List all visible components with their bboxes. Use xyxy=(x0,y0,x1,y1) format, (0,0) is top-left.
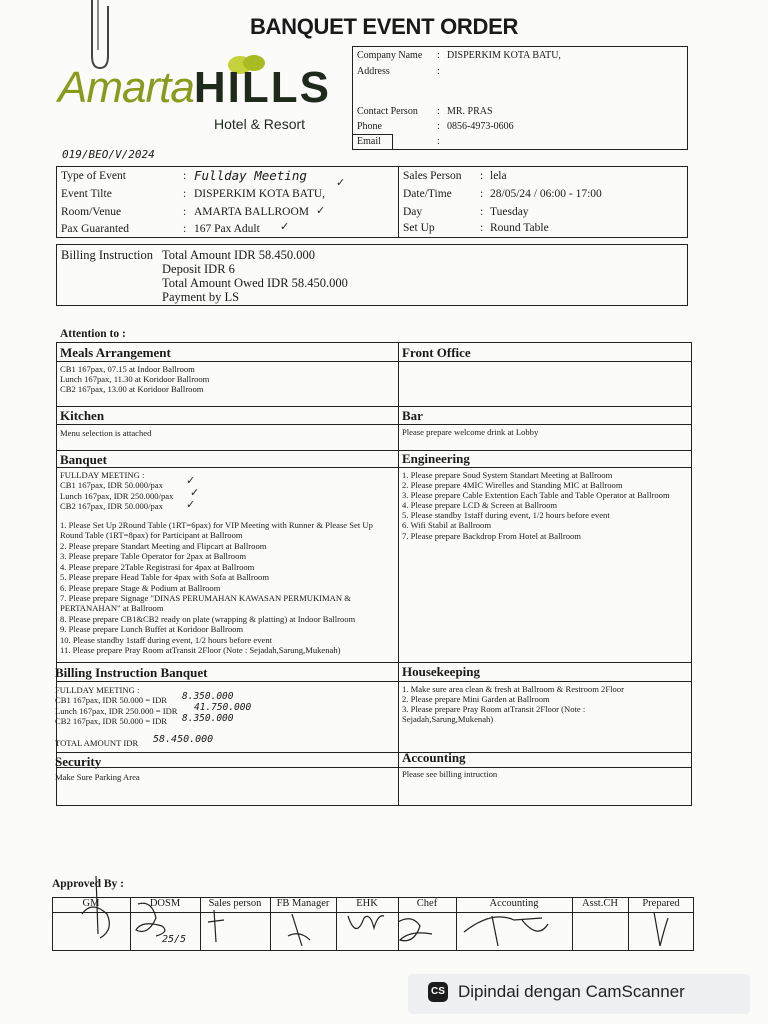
event-title-value: DISPERKIM KOTA BATU, xyxy=(194,188,326,200)
day-label: Day xyxy=(403,206,423,218)
billing-label: Billing Instruction xyxy=(61,248,154,262)
approver-gm: GM xyxy=(82,898,100,909)
check-mark-icon: ✓ xyxy=(280,221,290,233)
logo-name-part2: HILLS xyxy=(193,63,331,112)
housekeeping-line: Sejadah,Sarung,Mukenah) xyxy=(402,714,494,724)
banquet-line: Lunch 167pax, IDR 250.000/pax xyxy=(60,491,174,501)
date-time-value: 28/05/24 / 06:00 - 17:00 xyxy=(490,188,602,200)
banquet-line: 6. Please prepare Stage & Podium at Ballroom xyxy=(60,583,221,593)
front-office-title: Front Office xyxy=(402,345,471,360)
event-details-box xyxy=(56,166,688,238)
approved-by-label: Approved By : xyxy=(52,878,124,890)
meals-line: CB1 167pax, 07.15 at Indoor Ballroom xyxy=(60,364,195,374)
banquet-line: 2. Please prepare Standart Meeting and Flipcart at Ballroom xyxy=(60,541,267,551)
approver-asst-ch: Asst.CH xyxy=(582,898,618,909)
address-label: Address xyxy=(357,66,390,77)
banquet-line: FULLDAY MEETING : xyxy=(60,470,145,480)
banquet-line: 11. Please prepare Pray Room atTransit 2Floor (Note : Sejadah,Sarung,Mukenah) xyxy=(60,645,341,655)
accounting-line: Please see billing intruction xyxy=(402,769,498,779)
billing-banquet-amount: 8.350.000 xyxy=(182,713,234,724)
engineering-line: 5. Please standby 1staff during event, 1/2 hours before event xyxy=(402,510,610,520)
engineering-line: 3. Please prepare Cable Extention Each Table and Table Operator at Ballroom xyxy=(402,490,670,500)
phone-value: 0856-4973-0606 xyxy=(447,121,514,132)
engineering-line: 2. Please prepare 4MIC Wirelles and Standing MIC at Ballroom xyxy=(402,480,623,490)
check-mark-icon: ✓ xyxy=(336,177,346,189)
meals-line: Lunch 167pax, 11.30 at Koridoor Ballroom xyxy=(60,374,210,384)
email-label: Email xyxy=(357,136,381,147)
billing-banquet-line: CB2 167pax, IDR 50.000 = IDR xyxy=(55,716,168,726)
billing-banquet-line: Lunch 167pax, IDR 250.000 = IDR xyxy=(55,706,178,716)
contact-person-label: Contact Person xyxy=(357,106,418,117)
company-info-box xyxy=(352,46,688,150)
check-mark-icon: ✓ xyxy=(316,205,326,217)
banquet-line: 5. Please prepare Head Table for 4pax with Sofa at Ballroom xyxy=(60,572,270,582)
banquet-line: CB2 167pax, IDR 50.000/pax xyxy=(60,501,163,511)
doc-number: 019/BEO/V/2024 xyxy=(62,148,155,161)
housekeeping-line: 2. Please prepare Mini Garden at Ballroom xyxy=(402,694,550,704)
banquet-line: Round Table (1RT=8pax) for Participant at Ballroom xyxy=(60,530,243,540)
banquet-line: 3. Please prepare Table Operator for 2pax at Ballroom xyxy=(60,551,247,561)
total-amount-label: TOTAL AMOUNT IDR xyxy=(55,738,139,748)
room-venue-label: Room/Venue xyxy=(61,206,122,218)
approver-ehk: EHK xyxy=(356,898,378,909)
engineering-line: 7. Please prepare Backdrop From Hotel at Ballroom xyxy=(402,531,581,541)
engineering-line: 6. Wifi Stabil at Ballroom xyxy=(402,520,492,530)
billing-banquet-line: FULLDAY MEETING : xyxy=(55,685,140,695)
security-title: Security xyxy=(55,754,102,769)
company-name-value: DISPERKIM KOTA BATU, xyxy=(447,50,561,61)
banquet-line: 9. Please prepare Lunch Buffet at Koridoor Ballroom xyxy=(60,624,244,634)
billing-payment: Payment by LS xyxy=(162,290,240,304)
day-value: Tuesday xyxy=(490,206,529,218)
check-mark-icon: ✓ xyxy=(190,487,200,499)
banquet-line: 7. Please prepare Signage "DINAS PERUMAHAN KAWASAN PERMUKIMAN & xyxy=(60,593,351,603)
billing-banquet-line: CB1 167pax, IDR 50.000 = IDR xyxy=(55,695,168,705)
document-page: BANQUET EVENT ORDER AmartaHILLS Hotel & Resort Company Name : DISPERKIM KOTA BATU, Address : Contact Person : MR. PRAS Phone : 0856-4973-0606 Email : 019/BEO/V/2024 Type of Event : Fullday Meeting Event Tilte : DISPERKIM KOTA BATU, Room/Venue : AMARTA BALLROOM Pax Guaranted : 167 Pax Adult ✓ ✓ ✓ Sales Person : lela Date/Time : 28/05/24 / 06:00 - 17:00 Day : Tuesday Set Up : Round Table Billing Instruction Total Amount IDR 58.450.000 Deposit IDR 6 Total Amount Owed IDR 58.450.000 Payment by LS Attention to : Meals Arrangement Front Office CB1 167pax, 07.15 at Indoor Ballroom Lunch 167pax, 11.30 at Koridoor Ballroom CB2 167pax, 13.00 at Koridoor Ballroom Kitchen Bar Menu selection is attached Please prepare welcome drink at Lobby Banquet Engineering FULLDAY MEETING : CB1 167pax, IDR 50.000/pax Lunch 167pax, IDR 250.000/pax CB2 167pax, IDR 50.000/pax ✓ ✓ ✓ 1. Please Set Up 2Round Table (1RT=6pax) for VIP Meeting with Runner & Please Set Up Round Table (1RT=8pax) for Participant at Ballroom 2. Please prepare Standart Meeting and Flipcart at Ballroom 3. Please prepare Table Operator for 2pax at Ballroom 4. Please prepare 2Table Registrasi for 4pax at Ballroom 5. Please prepare Head Table for 4pax with Sofa at Ballroom 6. Please prepare Stage & Podium at Ballroom 7. Please prepare Signage "DINAS PERUMAHAN KAWASAN PERMUKIMAN & PERTANAHAN" at Ballroom 8. Please prepare CB1&CB2 ready on plate (wrapping & platting) at Indoor Ballroom 9. Please prepare Lunch Buffet at Koridoor Ballroom 10. Please standby 1staff during event, 1/2 hours before event 11. Please prepare Pray Room atTransit 2Floor (Note : Sejadah,Sarung,Mukenah) 1. Please prepare Soud System Standart Meeting at Ballroom 2. Please prepare 4MIC Wirelles and Standing MIC at Ballroom 3. Please prepare Cable Extention Each Table and Table Operator at Ballroom 4. Please prepare LCD & Screen at Ballroom 5. Please standby 1staff during event, 1/2 hours before event 6. Wifi Stabil at Ballroom 7. Please prepare Backdrop From Hotel at Ballroom Billing Instruction Banquet Housekeeping FULLDAY MEETING : CB1 167pax, IDR 50.000 = IDR Lunch 167pax, IDR 250.000 = IDR CB2 167pax, IDR 50.000 = IDR 8.350.000 41.750.000 8.350.000 TOTAL AMOUNT IDR 58.450.000 1. Make sure area clean & fresh at Ballroom & Restroom 2Floor 2. Please prepare Mini Garden at Ballroom 3. Please prepare Pray Room atTransit 2Floor (Note : Sejadah,Sarung,Mukenah) Security Accounting Make Sure Parking Area Please see billing intruction Approved By : GM DOSM Sales person FB Manager EHK Chef Accounting Asst.CH Prepared 25/5 CS Dipindai dengan CamScanner xyxy=(0,0,768,1024)
pax-guaranteed-value: 167 Pax Adult xyxy=(194,223,260,235)
approver-sales-person: Sales person xyxy=(208,898,262,909)
approver-fb-manager: FB Manager xyxy=(276,898,330,909)
meals-arrangement-title: Meals Arrangement xyxy=(60,345,171,360)
logo-name-part1: Amarta xyxy=(58,63,194,112)
banquet-line: 10. Please standby 1staff during event, 1/2 hours before event xyxy=(60,635,273,645)
contact-person-value: MR. PRAS xyxy=(447,106,493,117)
company-name-label: Company Name xyxy=(357,50,423,61)
type-of-event-value: Fullday Meeting xyxy=(194,168,307,183)
signatures-drawing xyxy=(52,870,694,954)
engineering-line: 1. Please prepare Soud System Standart Meeting at Ballroom xyxy=(402,470,613,480)
billing-banquet-amount: 8.350.000 xyxy=(182,691,234,702)
logo-subtitle: Hotel & Resort xyxy=(214,116,306,132)
banquet-line: PERTANAHAN" at Ballroom xyxy=(60,603,164,613)
phone-label: Phone xyxy=(357,121,382,132)
room-venue-value: AMARTA BALLROOM xyxy=(194,206,309,218)
banquet-line: 1. Please Set Up 2Round Table (1RT=6pax) for VIP Meeting with Runner & Please Set Up xyxy=(60,520,373,530)
housekeeping-title: Housekeeping xyxy=(402,664,481,679)
housekeeping-line: 1. Make sure area clean & fresh at Ballroom & Restroom 2Floor xyxy=(402,684,624,694)
banquet-line: CB1 167pax, IDR 50.000/pax xyxy=(60,480,163,490)
approver-dosm: DOSM xyxy=(149,898,181,909)
billing-banquet-title: Billing Instruction Banquet xyxy=(55,665,208,680)
meals-line: CB2 167pax, 13.00 at Koridoor Ballroom xyxy=(60,384,204,394)
document-title: BANQUET EVENT ORDER xyxy=(249,14,519,39)
engineering-line: 4. Please prepare LCD & Screen at Ballroom xyxy=(402,500,558,510)
date-time-label: Date/Time xyxy=(403,188,452,200)
pax-guaranteed-label: Pax Guaranted xyxy=(61,223,130,235)
approver-prepared: Prepared xyxy=(642,898,680,909)
banquet-title: Banquet xyxy=(60,452,107,467)
engineering-title: Engineering xyxy=(402,451,470,466)
setup-value: Round Table xyxy=(490,222,549,234)
camscanner-text: Dipindai dengan CamScanner xyxy=(458,982,685,1001)
billing-banquet-amount: 41.750.000 xyxy=(194,702,252,713)
sales-person-label: Sales Person xyxy=(403,170,462,182)
check-mark-icon: ✓ xyxy=(186,499,196,511)
approver-accounting: Accounting xyxy=(489,898,539,909)
total-amount-value: 58.450.000 xyxy=(153,734,214,745)
banquet-line: 4. Please prepare 2Table Registrasi for 4pax at Ballroom xyxy=(60,562,255,572)
accounting-title: Accounting xyxy=(402,750,466,765)
camscanner-icon: CS xyxy=(428,982,448,1002)
billing-total: Total Amount IDR 58.450.000 xyxy=(162,248,315,262)
kitchen-title: Kitchen xyxy=(60,408,105,423)
setup-label: Set Up xyxy=(403,222,435,234)
billing-owed: Total Amount Owed IDR 58.450.000 xyxy=(162,276,348,290)
hotel-logo xyxy=(58,63,331,112)
housekeeping-line: 3. Please prepare Pray Room atTransit 2Floor (Note : xyxy=(402,704,586,714)
sales-person-value: lela xyxy=(490,170,507,182)
bar-line: Please prepare welcome drink at Lobby xyxy=(402,427,539,437)
billing-deposit: Deposit IDR 6 xyxy=(162,262,235,276)
type-of-event-label: Type of Event xyxy=(61,170,126,182)
event-title-label: Event Tilte xyxy=(61,188,112,200)
attention-label: Attention to : xyxy=(60,328,126,340)
bar-title: Bar xyxy=(402,408,423,423)
signature-note: 25/5 xyxy=(162,934,187,945)
check-mark-icon: ✓ xyxy=(186,475,196,487)
banquet-line: 8. Please prepare CB1&CB2 ready on plate (wrapping & platting) at Indoor Ballroom xyxy=(60,614,356,624)
security-line: Make Sure Parking Area xyxy=(55,772,140,782)
approver-chef: Chef xyxy=(416,898,438,909)
kitchen-line: Menu selection is attached xyxy=(60,428,152,438)
